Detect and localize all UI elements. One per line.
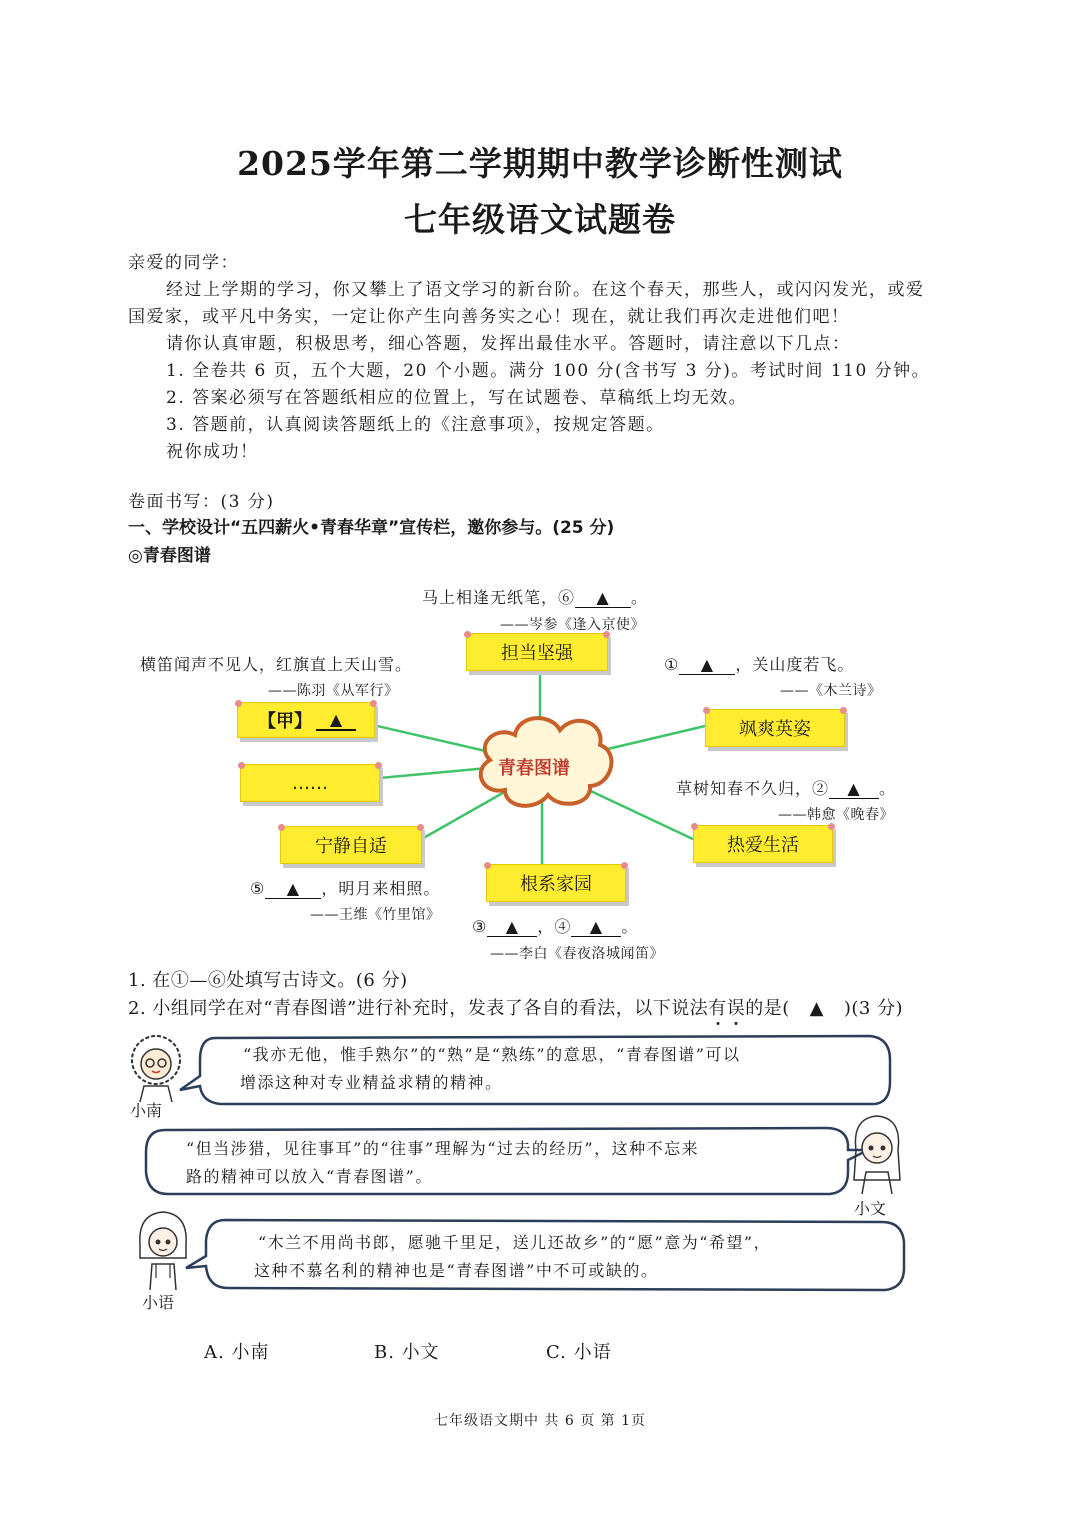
pin-icon: [703, 707, 710, 714]
intro-para2: 请你认真审题，积极思考，细心答题，发挥出最佳水平。答题时，请注意以下几点：: [166, 334, 851, 354]
choice-a: A. 小南: [204, 1342, 270, 1363]
node-genxi-label: 根系家园: [520, 874, 592, 895]
question-1: 1. 在①—⑥处填写古诗文。(6 分): [128, 970, 408, 991]
bubble-2-line1: “但当涉猎，见往事耳”的“往事”理解为“过去的经历”，这种不忘来: [186, 1139, 700, 1158]
branch-ellipsis: [380, 768, 488, 778]
question-2-text: 2. 小组同学在对“青春图谱”进行补充时，发表了各自的看法，以下说法: [128, 998, 709, 1019]
quote-bottom-start: ③: [472, 917, 488, 936]
node-ellipsis: [240, 764, 380, 802]
node-reai-label: 热爱生活: [727, 835, 799, 856]
node-sashuang: [705, 709, 845, 747]
quote-bottom-left: [250, 876, 440, 899]
blank-4: ▲: [571, 917, 621, 937]
choice-b: B. 小文: [374, 1342, 440, 1363]
avatar-xiaonan-label: 小南: [130, 1101, 163, 1120]
intro-para1-line2: 国爱家，或平凡中务实，一定让你产生向善务实之心！现在，就让我们再次走进他们吧！: [128, 307, 850, 327]
pin-icon: [621, 862, 628, 869]
branch-sashuang: [595, 726, 705, 752]
pin-icon: [235, 700, 242, 707]
bubble-1-line2: 增添这种对专业精益求精的精神。: [240, 1073, 503, 1092]
quote-bottom-left-end: ，明月来相照。: [321, 879, 441, 898]
quote-right2: [676, 776, 896, 799]
exam-subtitle: 七年级语文试题卷: [404, 200, 676, 239]
quote-right2-end: 。: [879, 779, 897, 798]
sub-title: ◎青春图谱: [128, 546, 211, 566]
quote-right1-end: ，关山度若飞。: [735, 655, 855, 674]
blank-5: ▲: [265, 879, 321, 899]
quote-left-source: ——陈羽《从军行》: [268, 683, 399, 699]
quote-right1: [664, 652, 854, 675]
question-2-answer-blank: ▲: [809, 998, 824, 1019]
node-dandang: [466, 633, 608, 671]
node-reai: [693, 825, 833, 863]
pin-icon: [370, 700, 377, 707]
avatar-xiaowen-label: 小文: [854, 1199, 887, 1218]
pin-icon: [691, 823, 698, 830]
blank-2: ▲: [829, 779, 879, 799]
mindmap-center-label: 青春图谱: [498, 758, 570, 779]
note-2: 2. 答案必须写在答题纸相应的位置上，写在试题卷、草稿纸上均无效。: [166, 388, 748, 408]
quote-left: 横笛闻声不见人，红旗直上天山雪。: [140, 655, 413, 674]
quote-top-end: 。: [631, 588, 649, 607]
node-jia: [237, 702, 375, 738]
blank-3: ▲: [487, 917, 537, 937]
quote-bottom-left-source: ——王维《竹里馆》: [310, 907, 441, 923]
question-2-score: )(3 分): [843, 998, 904, 1019]
pin-icon: [375, 762, 382, 769]
pin-icon: [278, 824, 285, 831]
quote-bottom: [472, 914, 638, 937]
quote-right1-start: ①: [664, 655, 680, 674]
branch-ningjing: [420, 790, 508, 840]
node-dandang-label: 担当坚强: [501, 643, 573, 664]
node-ningjing-label: 宁静自适: [315, 836, 387, 857]
blank-1: ▲: [679, 655, 735, 675]
bubble-1-line1: “我亦无他，惟手熟尔”的“熟”是“熟练”的意思，“青春图谱”可以: [243, 1045, 741, 1064]
node-jia-label: 【甲】: [258, 711, 312, 732]
bubble-3-line2: 这种不慕名利的精神也是“青春图谱”中不可或缺的。: [254, 1261, 659, 1280]
bubble-2-line2: 路的精神可以放入“青春图谱”。: [186, 1167, 433, 1186]
avatar-xiaonan-icon: [126, 1030, 186, 1102]
greeting: 亲爱的同学：: [128, 253, 239, 273]
question-2-emph-wu: 误: [726, 998, 746, 1019]
node-genxi: [486, 864, 626, 902]
quote-bottom-mid: ，④: [537, 917, 572, 936]
wish: 祝你成功！: [166, 442, 259, 462]
quote-right2-source: ——韩愈《晚春》: [778, 807, 894, 823]
pin-icon: [840, 707, 847, 714]
question-2: [128, 994, 903, 1020]
quote-top-text: 马上相逢无纸笔，⑥: [422, 588, 576, 607]
pin-icon: [464, 631, 471, 638]
quote-top-source: ——岑参《逢入京使》: [500, 617, 645, 633]
note-1: 1. 全卷共 6 页，五个大题，20 个小题。满分 100 分(含书写 3 分)。考试时间 110 分钟。: [166, 361, 931, 381]
part1-title: 一、学校设计“五四薪火•青春华章”宣传栏，邀你参与。(25 分): [128, 518, 615, 538]
bubble-3-line1: “木兰不用尚书郎，愿驰千里足，送儿还故乡”的“愿”意为“希望”，: [258, 1233, 772, 1252]
quote-bottom-left-start: ⑤: [250, 879, 266, 898]
quote-right2-start: 草树知春不久归，②: [676, 779, 830, 798]
quote-top: [422, 585, 648, 608]
exam-title: 2025学年第二学期期中教学诊断性测试: [237, 144, 843, 183]
node-sashuang-label: 飒爽英姿: [739, 719, 811, 740]
page-footer: 七年级语文期中 共 6 页 第 1页: [433, 1413, 647, 1429]
pin-icon: [828, 823, 835, 830]
intro-para1-line1: 经过上学期的学习，你又攀上了语文学习的新台阶。在这个春天，那些人，或闪闪发光，或爱: [166, 280, 925, 300]
pin-icon: [238, 762, 245, 769]
handwriting-score: 卷面书写：(3 分): [128, 492, 275, 512]
node-ellipsis-label: ……: [292, 772, 328, 794]
note-3: 3. 答题前，认真阅读答题纸上的《注意事项》，按规定答题。: [166, 415, 665, 435]
blank-6: ▲: [575, 588, 631, 608]
question-2-paren-open: 的是(: [745, 998, 790, 1019]
avatar-xiaoyu-label: 小语: [142, 1293, 175, 1312]
avatar-xiaowen-icon: [846, 1110, 908, 1194]
choice-c: C. 小语: [546, 1342, 612, 1363]
node-ningjing: [280, 826, 422, 864]
quote-bottom-source: ——李白《春夜洛城闻笛》: [490, 946, 664, 962]
branch-jia: [360, 722, 490, 752]
quote-bottom-end: 。: [621, 917, 639, 936]
question-2-emph-you: 有: [708, 998, 727, 1019]
quote-right1-source: ——《木兰诗》: [780, 683, 882, 699]
avatar-xiaoyu-icon: [134, 1208, 192, 1290]
pin-icon: [417, 824, 424, 831]
pin-icon: [484, 862, 491, 869]
blank-jia: ▲: [316, 710, 356, 731]
